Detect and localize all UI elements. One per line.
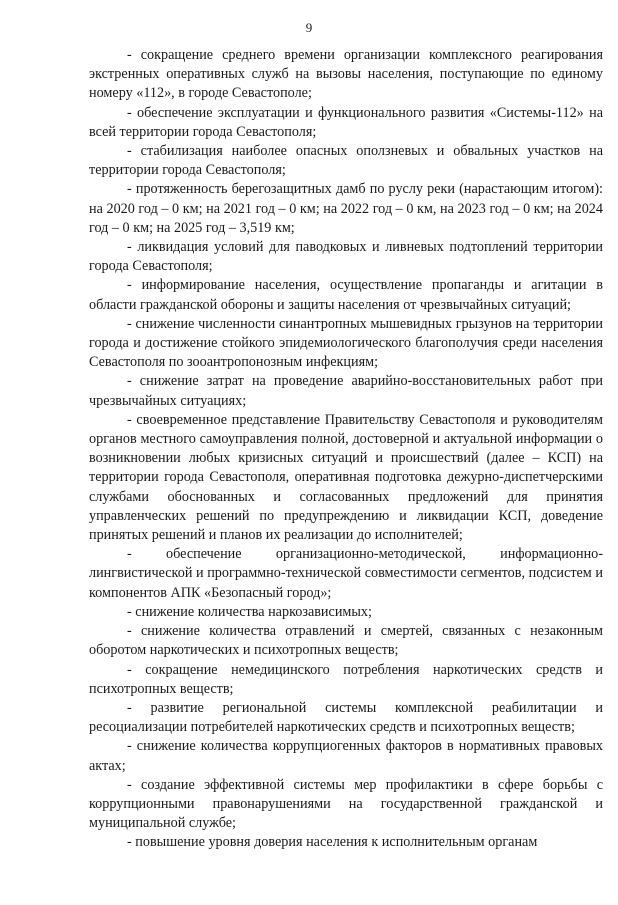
list-item: - своевременное представление Правительству Севастополя и руководителям органов местного самоуправления полной, достоверной и актуальной информации о возникновении любых кризисных ситуаций и происшествий (далее – КСП) на территории города Севастополя, оперативная подготовка дежурно-диспетчерскими службами обоснованных и согласованных предложений для принятия управленческих решений по предупреждению и ликвидации КСП, доведение принятых решений и планов их реализации до исполнителей; (89, 411, 603, 544)
list-item: - сокращение немедицинского потребления наркотических средств и психотропных веществ; (89, 661, 603, 697)
list-item: - ликвидация условий для паводковых и ливневых подтоплений территории города Севастополя; (89, 239, 603, 275)
page-number: 9 (305, 20, 313, 35)
list-item: - информирование населения, осуществление пропаганды и агитации в области гражданской обороны и защиты населения от чрезвычайных ситуаций; (89, 277, 603, 313)
list-item: - снижение численности синантропных мышевидных грызунов на территории города и достижение стойкого эпидемиологического благополучия среди населения Севастополя по зооантропонозным инфекциям; (89, 315, 603, 371)
list-item: - снижение затрат на проведение аварийно-восстановительных работ при чрезвычайных ситуациях; (89, 373, 603, 409)
list-item: - снижение количества коррупциогенных факторов в нормативных правовых актах; (89, 738, 603, 774)
list-item: - снижение количества отравлений и смертей, связанных с незаконным оборотом наркотических и психотропных веществ; (89, 623, 603, 659)
list-item: - развитие региональной системы комплексной реабилитации и ресоциализации потребителей наркотических средств и психотропных веществ; (89, 699, 603, 736)
list-item: - стабилизация наиболее опасных оползневых и обвальных участков на территории города Севастополя; (89, 143, 603, 179)
list-item: - протяженность берегозащитных дамб по руслу реки (нарастающим итогом): на 2020 год – 0 км; на 2021 год – 0 км; на 2022 год – 0 км, на 2023 год – 0 км; на 2024 год – 0 км; на 2025 год – 3,519 км; (89, 181, 603, 236)
body-text (89, 46, 603, 853)
list-item: - снижение количества наркозависимых; (127, 603, 372, 620)
list-item: - повышение уровня доверия населения к исполнительным органам (127, 834, 538, 851)
list-item: - создание эффективной системы мер профилактики в сфере борьбы с коррупционными правонарушениями на государственной гражданской и муниципальной службе; (89, 776, 603, 832)
list-item: - обеспечение эксплуатации и функционального развития «Системы-112» на всей территории города Севастополя; (89, 104, 603, 140)
list-item: - обеспечение организационно-методической, информационно-лингвистической и программно-технической совместимости сегментов, подсистем и компонентов АПК «Безопасный город»; (89, 546, 603, 601)
list-item: - сокращение среднего времени организации комплексного реагирования экстренных оперативных служб на вызовы населения, поступающие по единому номеру «112», в городе Севастополе; (89, 47, 603, 102)
